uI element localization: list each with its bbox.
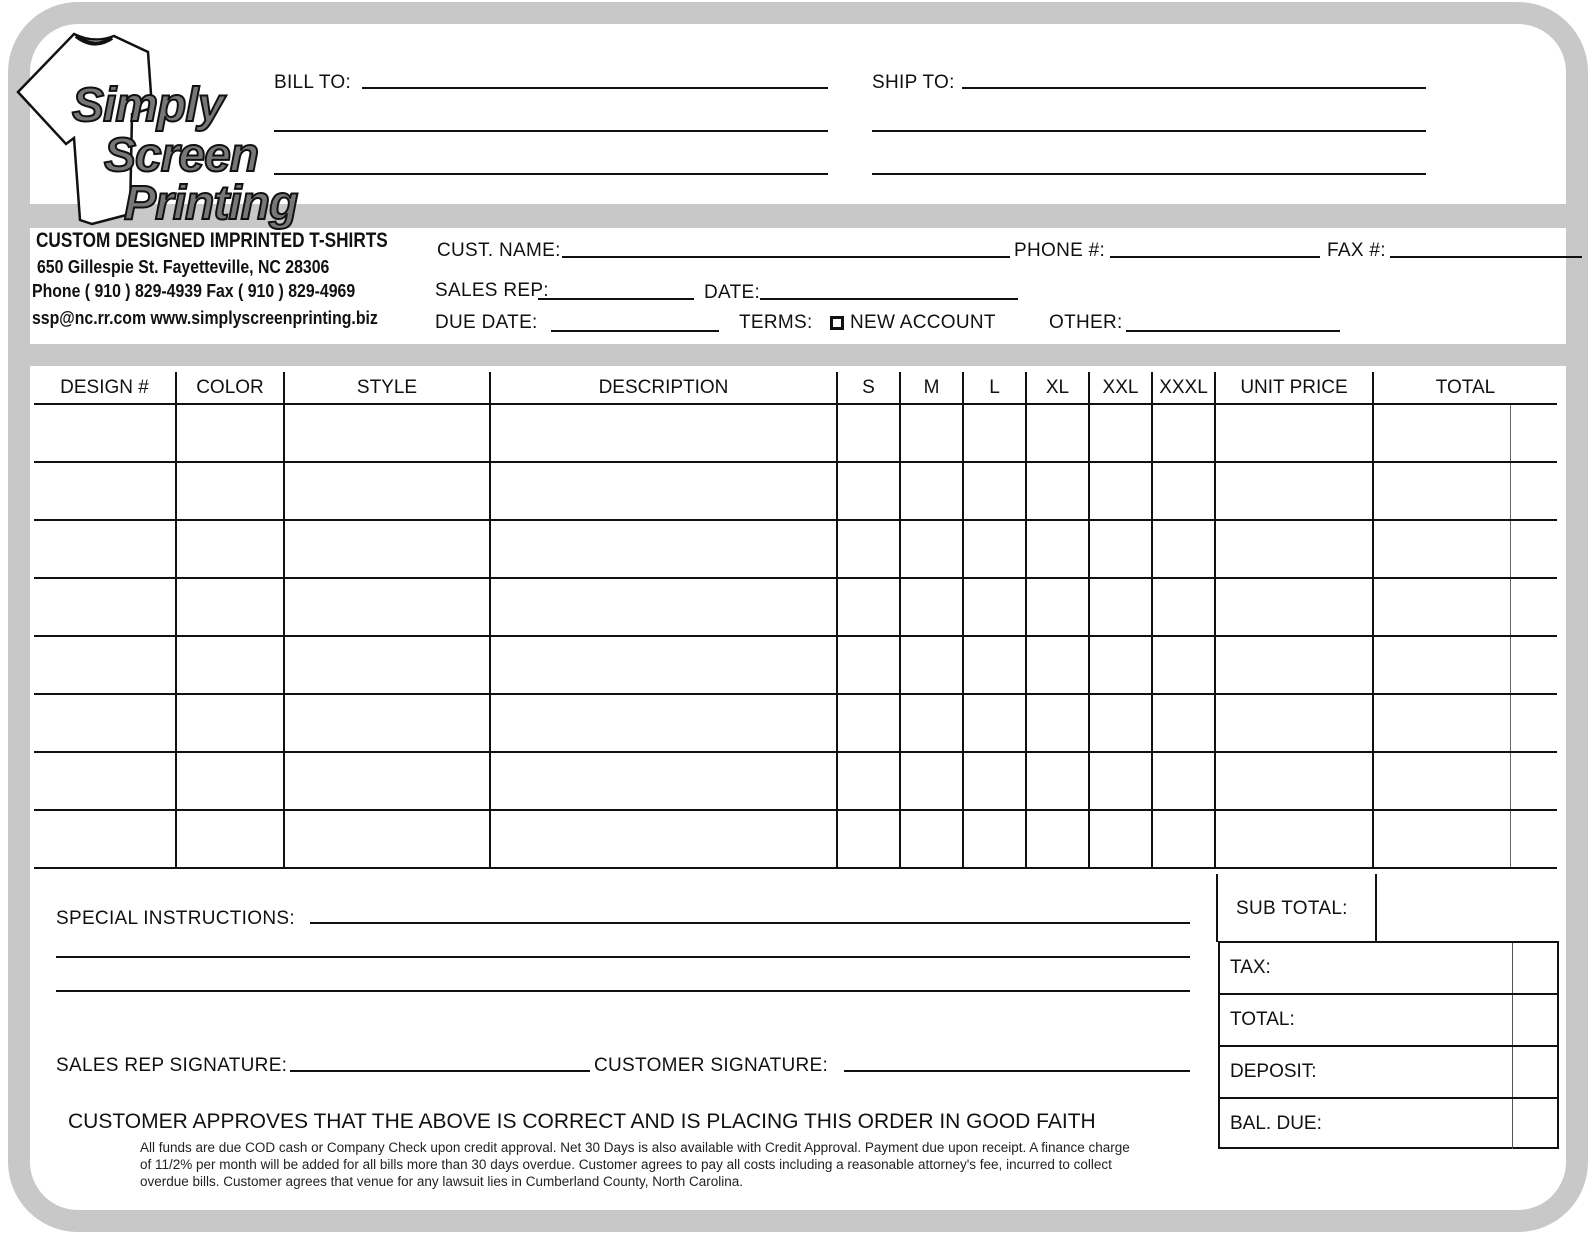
table-cell[interactable] [176, 636, 284, 694]
table-cell[interactable] [284, 636, 490, 694]
table-cell[interactable] [1152, 752, 1215, 810]
table-cell[interactable] [900, 462, 963, 520]
table-cell[interactable] [1026, 752, 1089, 810]
tax-divider [1512, 943, 1513, 993]
new-account-label: NEW ACCOUNT [850, 312, 996, 333]
table-cell[interactable] [1215, 520, 1373, 578]
due-date-line[interactable] [551, 330, 719, 332]
bill-to-line-1[interactable] [362, 87, 828, 89]
table-cell[interactable] [34, 578, 176, 636]
special-instructions-line-3[interactable] [56, 990, 1190, 992]
table-cell[interactable] [1152, 404, 1215, 462]
table-cell[interactable] [34, 752, 176, 810]
table-cell[interactable] [1373, 694, 1557, 752]
customer-signature-line[interactable] [844, 1070, 1190, 1072]
table-cell[interactable] [1152, 520, 1215, 578]
bal-due-label: BAL. DUE: [1230, 1113, 1322, 1134]
table-row [34, 810, 1557, 868]
col-size-xl: XL [1026, 372, 1089, 404]
col-size-xxl: XXL [1089, 372, 1152, 404]
col-size-xxxl: XXXL [1152, 372, 1215, 404]
table-row [34, 578, 1557, 636]
logo-word-3: Printing [124, 177, 298, 230]
approval-statement: CUSTOMER APPROVES THAT THE ABOVE IS CORRECT AND IS PLACING THIS ORDER IN GOOD FAITH [68, 1110, 1096, 1133]
table-cell[interactable] [284, 404, 490, 462]
table-cell[interactable] [963, 520, 1026, 578]
table-cell[interactable] [1152, 810, 1215, 868]
logo-word-1: Simply [72, 79, 224, 132]
col-style: STYLE [284, 372, 490, 404]
bal-due-divider [1512, 1099, 1513, 1149]
table-cell[interactable] [900, 810, 963, 868]
table-cell[interactable] [34, 462, 176, 520]
table-cell[interactable] [1026, 578, 1089, 636]
divider-band-middle [24, 344, 1574, 366]
table-cell[interactable] [1215, 810, 1373, 868]
fax-line[interactable] [1390, 256, 1582, 258]
date-line[interactable] [760, 298, 1018, 300]
table-cell[interactable] [963, 810, 1026, 868]
table-cell[interactable] [1089, 810, 1152, 868]
col-unit-price: UNIT PRICE [1215, 372, 1373, 404]
table-cell[interactable] [490, 520, 837, 578]
phone-line[interactable] [1110, 256, 1320, 258]
table-cell[interactable] [490, 404, 837, 462]
table-row [34, 404, 1557, 462]
bal-due-row[interactable] [1220, 1099, 1557, 1149]
table-cell[interactable] [963, 752, 1026, 810]
table-cell[interactable] [1373, 752, 1557, 810]
sales-rep-signature-line[interactable] [290, 1070, 590, 1072]
company-phone-fax: Phone ( 910 ) 829-4939 Fax ( 910 ) 829-4969 [32, 281, 356, 301]
table-cell[interactable] [490, 810, 837, 868]
col-description: DESCRIPTION [490, 372, 837, 404]
table-cell[interactable] [1089, 520, 1152, 578]
table-cell[interactable] [1152, 694, 1215, 752]
table-cell[interactable] [837, 752, 900, 810]
table-header-row [34, 372, 1557, 404]
table-cell[interactable] [963, 404, 1026, 462]
tax-label: TAX: [1230, 957, 1271, 978]
ship-to-line-3[interactable] [872, 173, 1426, 175]
table-cell[interactable] [900, 752, 963, 810]
special-instructions-line-2[interactable] [56, 956, 1190, 958]
table-cell[interactable] [837, 520, 900, 578]
table-cell[interactable] [34, 636, 176, 694]
other-label: OTHER: [1049, 312, 1123, 333]
table-cell[interactable] [1026, 462, 1089, 520]
terms-fine-print: All funds are due COD cash or Company Check upon credit approval. Net 30 Days is also available with Credit Approval. Payment due upon receipt. A finance charge of 11/2% per month will be added for all bills more than 30 days overdue. Customer agrees to pay all costs including a reasonable attorney's fee, incurred to collect overdue bills. Customer agrees that venue for any lawsuit lies in Cumberland County, North Carolina. [140, 1140, 1130, 1189]
table-cell[interactable] [1373, 810, 1557, 868]
table-cell[interactable] [284, 520, 490, 578]
subtotal-label: SUB TOTAL: [1236, 898, 1348, 919]
table-cell[interactable] [176, 694, 284, 752]
col-size-s: S [837, 372, 900, 404]
table-cell[interactable] [1026, 694, 1089, 752]
table-row [34, 636, 1557, 694]
table-cell[interactable] [1373, 636, 1557, 694]
deposit-divider [1512, 1047, 1513, 1097]
company-email-web: ssp@nc.rr.com www.simplyscreenprinting.biz [32, 308, 378, 328]
ship-to-line-1[interactable] [962, 87, 1426, 89]
company-tagline: CUSTOM DESIGNED IMPRINTED T-SHIRTS [36, 229, 388, 252]
table-cell[interactable] [900, 578, 963, 636]
table-cell[interactable] [176, 810, 284, 868]
sales-rep-line[interactable] [538, 298, 694, 300]
col-size-l: L [963, 372, 1026, 404]
table-cell[interactable] [176, 404, 284, 462]
table-cell[interactable] [900, 520, 963, 578]
table-cell[interactable] [837, 810, 900, 868]
table-cell[interactable] [1026, 404, 1089, 462]
table-cell[interactable] [284, 578, 490, 636]
date-label: DATE: [704, 282, 761, 303]
table-cell[interactable] [1215, 694, 1373, 752]
table-cell[interactable] [1215, 404, 1373, 462]
table-cell[interactable] [837, 694, 900, 752]
other-line[interactable] [1126, 330, 1340, 332]
subtotal-divider [1375, 874, 1377, 942]
deposit-label: DEPOSIT: [1230, 1061, 1317, 1082]
table-cell[interactable] [900, 694, 963, 752]
customer-signature-label: CUSTOMER SIGNATURE: [594, 1055, 829, 1076]
table-cell[interactable] [284, 694, 490, 752]
ship-to-line-2[interactable] [872, 130, 1426, 132]
total-label: TOTAL: [1230, 1009, 1295, 1030]
cust-name-line[interactable] [562, 256, 1010, 258]
table-cell[interactable] [1373, 462, 1557, 520]
table-cell[interactable] [1026, 810, 1089, 868]
totals-box [1218, 941, 1559, 1149]
table-cell[interactable] [1026, 520, 1089, 578]
table-cell[interactable] [284, 462, 490, 520]
table-cell[interactable] [1152, 578, 1215, 636]
table-cell[interactable] [1373, 404, 1557, 462]
table-cell[interactable] [1089, 752, 1152, 810]
col-total: TOTAL [1373, 372, 1557, 404]
table-cell[interactable] [490, 752, 837, 810]
table-cell[interactable] [963, 636, 1026, 694]
col-size-m: M [900, 372, 963, 404]
table-cell[interactable] [1215, 578, 1373, 636]
table-cell[interactable] [900, 404, 963, 462]
table-cell[interactable] [1089, 694, 1152, 752]
table-cell[interactable] [1089, 462, 1152, 520]
table-cell[interactable] [963, 462, 1026, 520]
fax-label: FAX #: [1327, 240, 1386, 261]
table-cell[interactable] [1152, 462, 1215, 520]
total-divider [1512, 995, 1513, 1045]
company-logo [14, 28, 326, 228]
table-cell[interactable] [1089, 404, 1152, 462]
table-cell[interactable] [490, 578, 837, 636]
new-account-checkbox[interactable] [830, 312, 996, 334]
company-address: 650 Gillespie St. Fayetteville, NC 28306 [37, 257, 330, 277]
total-row[interactable] [1220, 995, 1557, 1047]
table-cell[interactable] [1152, 636, 1215, 694]
logo-word-2: Screen [104, 129, 259, 182]
table-cell[interactable] [1026, 636, 1089, 694]
table-cell[interactable] [176, 578, 284, 636]
table-cell[interactable] [900, 636, 963, 694]
table-cell[interactable] [1373, 520, 1557, 578]
table-cell[interactable] [837, 578, 900, 636]
table-cell[interactable] [284, 752, 490, 810]
col-color: COLOR [176, 372, 284, 404]
sales-rep-label: SALES REP: [435, 280, 549, 301]
terms-label: TERMS: [739, 312, 813, 333]
table-cell[interactable] [1089, 636, 1152, 694]
table-cell[interactable] [837, 636, 900, 694]
table-cell[interactable] [837, 462, 900, 520]
subtotal-left-border [1216, 874, 1218, 942]
col-design: DESIGN # [34, 372, 176, 404]
table-row [34, 752, 1557, 810]
special-instructions-line-1[interactable] [310, 922, 1190, 924]
sales-rep-signature-label: SALES REP SIGNATURE: [56, 1055, 288, 1076]
table-cell[interactable] [490, 636, 837, 694]
table-cell[interactable] [1089, 578, 1152, 636]
due-date-label: DUE DATE: [435, 312, 538, 333]
table-cell[interactable] [490, 462, 837, 520]
table-cell[interactable] [176, 462, 284, 520]
table-cell[interactable] [1215, 636, 1373, 694]
cust-name-label: CUST. NAME: [437, 240, 561, 261]
table-cell[interactable] [837, 404, 900, 462]
table-cell[interactable] [490, 694, 837, 752]
table-cell[interactable] [34, 810, 176, 868]
table-cell[interactable] [1215, 752, 1373, 810]
ship-to-label: SHIP TO: [872, 72, 955, 93]
table-row [34, 520, 1557, 578]
table-cell[interactable] [963, 694, 1026, 752]
tax-row[interactable] [1220, 943, 1557, 995]
phone-label: PHONE #: [1014, 240, 1106, 261]
checkbox-icon[interactable] [830, 316, 844, 330]
order-table [34, 372, 1557, 869]
table-row [34, 694, 1557, 752]
deposit-row[interactable] [1220, 1047, 1557, 1099]
bill-to-line-2[interactable] [274, 130, 828, 132]
table-cell[interactable] [34, 404, 176, 462]
table-cell[interactable] [176, 752, 284, 810]
table-cell[interactable] [963, 578, 1026, 636]
table-cell[interactable] [1373, 578, 1557, 636]
table-cell[interactable] [34, 694, 176, 752]
table-cell[interactable] [1215, 462, 1373, 520]
table-cell[interactable] [34, 520, 176, 578]
table-row [34, 462, 1557, 520]
table-cell[interactable] [176, 520, 284, 578]
table-cell[interactable] [284, 810, 490, 868]
bill-to-line-3[interactable] [274, 173, 828, 175]
bill-to-label: BILL TO: [274, 72, 352, 93]
special-instructions-label: SPECIAL INSTRUCTIONS: [56, 908, 295, 929]
